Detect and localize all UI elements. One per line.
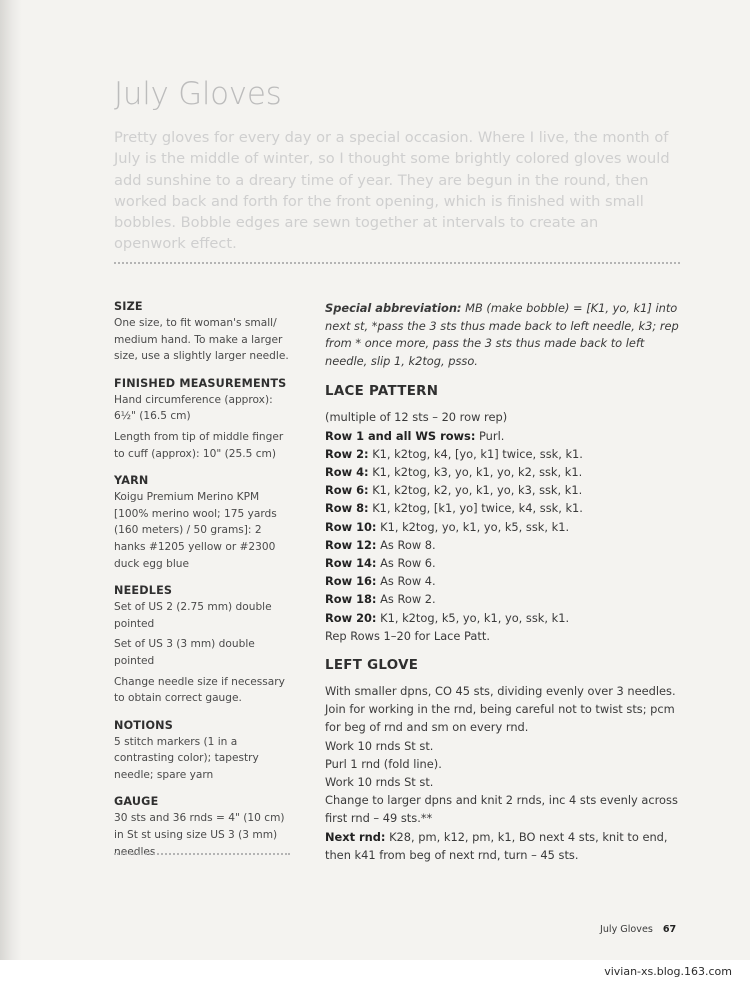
row-label: Row 18: [325,592,377,607]
needles-us3: Set of US 3 (3 mm) double pointed [114,638,255,667]
row-label: Row 20: [325,610,377,625]
lace-row [325,518,685,536]
size-text: One size, to fit woman's small/ medium hand. To make a larger size, use a slightly larger needle. [114,317,289,363]
watermark-bar [0,960,750,982]
gauge-section [114,795,294,860]
left-glove-step: Change to larger dpns and knit 2 rnds, inc 4 sts evenly across first rnd – 49 sts.** [325,793,678,826]
left-glove-next-rnd [325,828,685,864]
left-glove-step: Work 10 rnds St st. [325,738,434,753]
lace-multiple: (multiple of 12 sts – 20 row rep) [325,410,508,425]
materials-column [114,300,294,872]
needles-us2: Set of US 2 (2.75 mm) double pointed [114,601,272,630]
yarn-section [114,474,294,572]
notions-heading: NOTIONS [114,718,173,732]
measurements-heading: FINISHED MEASUREMENTS [114,376,287,390]
row-label: Row 2: [325,446,369,461]
row-text: K1, k2tog, k2, yo, k1, yo, k3, ssk, k1. [368,483,583,498]
lace-row [325,572,685,590]
footer-title: July Gloves [600,924,653,935]
row-label: Row 16: [325,574,377,589]
measurements-length: Length from tip of middle finger to cuff (approx): 10" (25.5 cm) [114,430,284,460]
intro-paragraph: Pretty gloves for every day or a special occasion. Where I live, the month of July is the middle of winter, so I thought some brightly colored gloves would add sunshine to a dreary time of year. They are begun in the round, then worked back and forth for the front opening, which is finished with small bobbles. Bobble edges are sewn together at intervals to create an openwork effect. [114,129,670,253]
row-label: Row 6: [325,483,369,498]
needles-section [114,584,294,707]
row-label: Row 10: [325,519,377,534]
gauge-heading: GAUGE [114,795,159,809]
next-rnd-text: K28, pm, k12, pm, k1, BO next 4 sts, knit to end, then k41 from beg of next rnd, turn – 45 sts. [325,829,668,862]
row-label: Row 14: [325,556,377,570]
lace-repeat: Rep Rows 1–20 for Lace Patt. [325,628,490,643]
row-text: K1, k2tog, k5, yo, k1, yo, ssk, k1. [376,610,570,625]
watermark-text: vivian-xs.blog.163.com [604,965,732,978]
dotted-divider [114,262,680,264]
needles-note: Change needle size if necessary to obtain correct gauge. [114,675,285,705]
row-text: K1, k2tog, k3, yo, k1, yo, k2, ssk, k1. [368,464,583,479]
special-abbreviation-label: Special abbreviation: [325,301,462,315]
page-title: July Gloves [114,76,282,112]
lace-row [325,536,685,554]
left-glove-step: Work 10 rnds St st. [325,775,434,790]
notions-text: 5 stitch markers (1 in a contrasting color); tapestry needle; spare yarn [114,735,259,781]
row-text: As Row 6. [376,556,436,570]
row-text: As Row 4. [376,574,436,589]
yarn-heading: YARN [114,474,149,488]
page-number: 67 [662,924,677,935]
row-text: Purl. [475,428,505,443]
row-label: Row 8: [325,501,369,516]
special-abbreviation [325,300,685,370]
yarn-text: Koigu Premium Merino KPM [100% merino wool; 175 yards (160 meters) / 50 grams]: 2 hanks #1205 yellow or #2300 duck egg blue [114,491,277,570]
page-footer [600,924,676,935]
size-heading: SIZE [114,300,143,313]
lace-row [325,590,685,608]
lace-row [325,554,685,572]
row-label: Row 12: [325,537,377,552]
gauge-text: 30 sts and 36 rnds = 4" (10 cm) in St st using size US 3 (3 mm) needles [114,812,285,858]
lace-pattern-heading: LACE PATTERN [325,384,439,400]
notions-section [114,719,294,784]
row-text: K1, k2tog, k4, [yo, k1] twice, ssk, k1. [368,446,583,461]
lace-row [325,445,685,463]
lace-row [325,463,685,481]
special-abbreviation-text: MB (make bobble) = [K1, yo, k1] into next st, *pass the 3 sts thus made back to left needle, k3; rep from * once more, pass the 3 sts thus made back to left needle, slip 1, k2tog, psso. [325,301,679,368]
row-label: Row 1 and all WS rows: [325,428,476,443]
next-rnd-label: Next rnd: [325,829,386,844]
lace-row [325,609,685,627]
row-text: K1, k2tog, [k1, yo] twice, k4, ssk, k1. [368,501,583,516]
left-glove-step: Purl 1 rnd (fold line). [325,756,442,771]
page-gutter-shadow [0,0,22,982]
size-section [114,300,294,365]
needles-heading: NEEDLES [114,584,173,598]
lace-row [325,427,685,445]
left-glove-cast-on: With smaller dpns, CO 45 sts, dividing evenly over 3 needles. Join for working in the rnd, being careful not to twist sts; pcm for beg of rnd and sm on every rnd. [325,684,676,735]
left-glove-heading: LEFT GLOVE [325,658,419,674]
lace-row [325,499,685,517]
row-text: As Row 2. [376,592,436,607]
left-column-divider [114,853,290,855]
lace-row [325,481,685,499]
row-label: Row 4: [325,464,369,479]
row-text: K1, k2tog, yo, k1, yo, k5, ssk, k1. [376,519,570,534]
measurements-section [114,377,294,462]
row-text: As Row 8. [376,537,436,552]
measurements-hand: Hand circumference (approx): 6½" (16.5 cm) [114,393,273,423]
instructions-column [325,300,685,864]
